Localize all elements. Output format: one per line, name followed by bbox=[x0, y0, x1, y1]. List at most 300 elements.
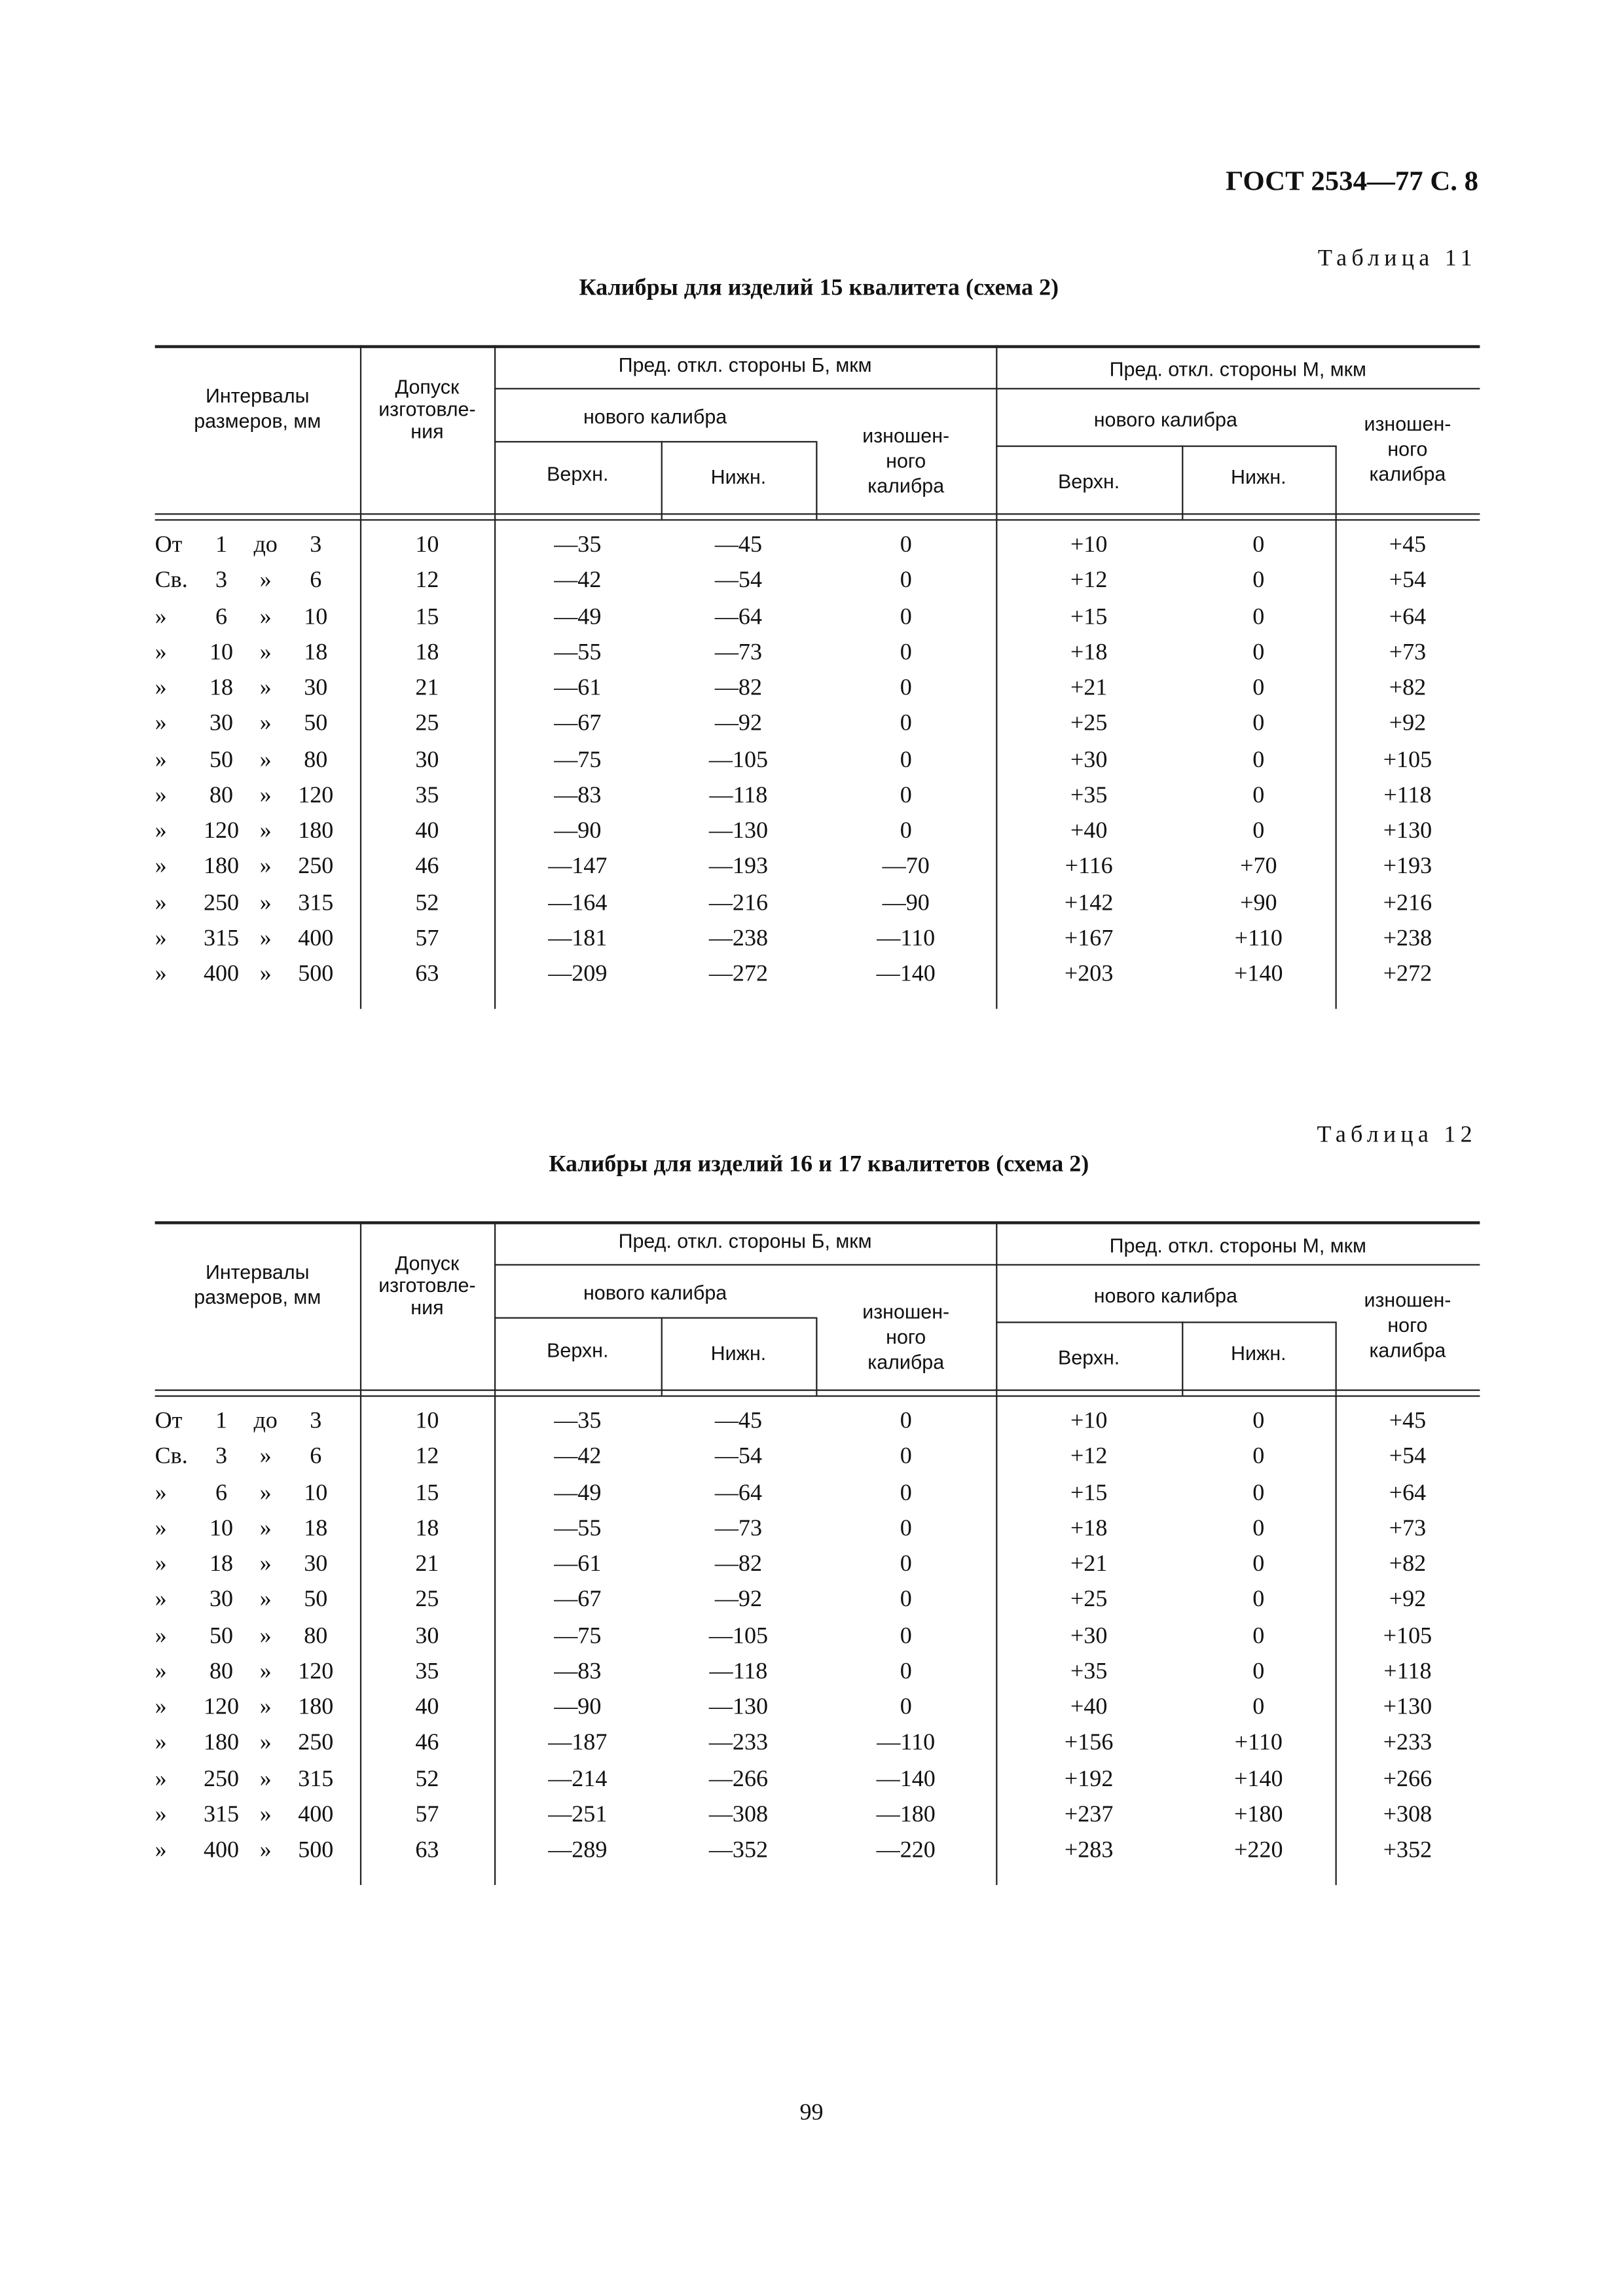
interval-prefix: » bbox=[155, 1587, 167, 1613]
interval-from: 30 bbox=[210, 711, 234, 737]
side-b-worn-cell: —110 bbox=[877, 1731, 936, 1756]
side-b-upper-cell: —55 bbox=[554, 639, 602, 665]
tolerance-header: ния bbox=[410, 1296, 444, 1319]
table-row bbox=[155, 1547, 1480, 1583]
side-m-lower-cell: +70 bbox=[1240, 854, 1277, 880]
side-b-worn-cell: 0 bbox=[900, 675, 912, 701]
tolerance-cell: 52 bbox=[415, 890, 439, 916]
worn-gauge-header: изношен- bbox=[862, 425, 950, 447]
side-m-header: Пред. откл. стороны М, мкм bbox=[1109, 358, 1366, 381]
interval-prefix: » bbox=[155, 1695, 167, 1720]
table-row bbox=[155, 1691, 1480, 1726]
tolerance-cell: 15 bbox=[415, 603, 439, 630]
new-gauge-header: нового калибра bbox=[1093, 1284, 1237, 1307]
table-row bbox=[155, 814, 1480, 850]
side-b-worn-cell: 0 bbox=[900, 603, 912, 630]
worn-gauge-header: калибра bbox=[867, 475, 945, 497]
interval-separator: » bbox=[259, 961, 272, 987]
tolerance-cell: 63 bbox=[415, 961, 439, 987]
interval-separator: » bbox=[259, 1837, 272, 1863]
side-b-lower-cell: —54 bbox=[714, 1444, 762, 1470]
side-m-worn-cell: +45 bbox=[1389, 532, 1427, 558]
interval-from: 3 bbox=[215, 1444, 228, 1470]
side-m-worn-cell: +216 bbox=[1383, 890, 1432, 916]
interval-from: 180 bbox=[203, 854, 240, 880]
interval-to: 315 bbox=[298, 1766, 334, 1791]
interval-to: 6 bbox=[310, 568, 322, 594]
tolerance-cell: 63 bbox=[415, 1837, 439, 1863]
interval-from: 315 bbox=[203, 925, 240, 952]
tolerance-cell: 35 bbox=[415, 783, 439, 808]
side-m-worn-cell: +308 bbox=[1383, 1802, 1432, 1827]
subgroup-rule-b bbox=[494, 1317, 816, 1318]
side-b-worn-cell: 0 bbox=[900, 639, 912, 665]
side-m-lower-cell: 0 bbox=[1252, 1659, 1265, 1685]
tolerance-cell: 57 bbox=[415, 1802, 439, 1827]
interval-prefix: » bbox=[155, 1731, 167, 1756]
side-b-lower-cell: —233 bbox=[708, 1731, 768, 1756]
side-m-upper-cell: +18 bbox=[1070, 639, 1108, 665]
side-b-worn-cell: —220 bbox=[876, 1837, 936, 1863]
interval-from: 10 bbox=[210, 1516, 234, 1541]
side-b-upper-cell: —61 bbox=[554, 1551, 602, 1577]
lower-header: Нижн. bbox=[1231, 466, 1286, 488]
interval-from: 250 bbox=[203, 890, 240, 916]
side-m-lower-cell: +220 bbox=[1234, 1837, 1283, 1863]
side-m-lower-cell: 0 bbox=[1252, 783, 1265, 808]
side-b-upper-cell: —90 bbox=[554, 818, 602, 844]
side-b-worn-cell: 0 bbox=[900, 1623, 912, 1649]
table-top-rule bbox=[155, 345, 1480, 348]
new-gauge-header: нового калибра bbox=[583, 405, 727, 428]
subgroup-rule-b bbox=[494, 441, 816, 442]
interval-from: 400 bbox=[203, 961, 240, 987]
side-b-upper-cell: —289 bbox=[548, 1837, 608, 1863]
side-m-worn-cell: +118 bbox=[1383, 783, 1432, 808]
side-m-lower-cell: +140 bbox=[1234, 961, 1283, 987]
side-m-lower-cell: 0 bbox=[1252, 1551, 1265, 1577]
interval-prefix: » bbox=[155, 1837, 167, 1863]
interval-prefix: » bbox=[155, 818, 167, 844]
side-b-upper-cell: —55 bbox=[554, 1516, 602, 1541]
side-m-upper-cell: +116 bbox=[1065, 854, 1113, 880]
interval-prefix: » bbox=[155, 925, 167, 952]
side-b-upper-cell: —61 bbox=[554, 675, 602, 701]
tolerance-cell: 21 bbox=[415, 1551, 439, 1577]
page-header: ГОСТ 2534—77 С. 8 bbox=[1226, 166, 1479, 198]
page-number: 99 bbox=[799, 2100, 824, 2126]
side-b-upper-cell: —83 bbox=[554, 783, 602, 808]
side-b-lower-cell: —45 bbox=[714, 532, 762, 558]
side-m-worn-cell: +130 bbox=[1383, 1695, 1432, 1720]
interval-prefix: » bbox=[155, 783, 167, 808]
interval-from: 18 bbox=[210, 1551, 234, 1577]
side-m-lower-cell: 0 bbox=[1252, 639, 1265, 665]
side-m-lower-cell: 0 bbox=[1252, 1623, 1265, 1649]
side-b-lower-cell: —130 bbox=[708, 818, 768, 844]
interval-separator: » bbox=[259, 1695, 272, 1720]
table-top-rule bbox=[155, 1221, 1480, 1225]
interval-to: 120 bbox=[298, 783, 334, 808]
table-row bbox=[155, 850, 1480, 886]
interval-separator: » bbox=[259, 890, 272, 916]
side-m-upper-cell: +156 bbox=[1064, 1731, 1114, 1756]
lower-header: Нижн. bbox=[710, 466, 767, 488]
table-number: Таблица 12 bbox=[1317, 1122, 1477, 1148]
upper-header: Верхн. bbox=[547, 463, 609, 486]
interval-separator: » bbox=[259, 1659, 272, 1685]
side-b-worn-cell: 0 bbox=[900, 1659, 912, 1685]
interval-from: 50 bbox=[210, 1623, 234, 1649]
side-b-upper-cell: —147 bbox=[548, 854, 608, 880]
interval-separator: » bbox=[259, 1516, 272, 1541]
table-row bbox=[155, 1511, 1480, 1547]
interval-from: 10 bbox=[210, 639, 234, 665]
side-m-lower-cell: 0 bbox=[1252, 603, 1265, 630]
interval-to: 3 bbox=[310, 532, 322, 558]
new-gauge-header: нового калибра bbox=[1093, 408, 1237, 431]
worn-gauge-header: ного bbox=[1387, 1314, 1428, 1336]
side-m-upper-cell: +18 bbox=[1070, 1516, 1108, 1541]
side-b-upper-cell: —214 bbox=[548, 1766, 608, 1791]
interval-to: 500 bbox=[298, 961, 334, 987]
side-m-worn-cell: +238 bbox=[1383, 925, 1432, 952]
side-b-worn-cell: 0 bbox=[900, 1408, 912, 1434]
interval-to: 10 bbox=[304, 603, 328, 630]
tolerance-cell: 30 bbox=[415, 747, 439, 772]
interval-separator: » bbox=[259, 675, 272, 701]
side-m-lower-cell: 0 bbox=[1252, 818, 1265, 844]
side-m-lower-cell: 0 bbox=[1252, 1408, 1265, 1434]
worn-gauge-header: ного bbox=[1387, 438, 1428, 461]
tolerance-cell: 46 bbox=[415, 1731, 439, 1756]
interval-separator: » bbox=[259, 854, 272, 880]
side-b-lower-cell: —266 bbox=[708, 1766, 768, 1791]
interval-prefix: » bbox=[155, 675, 167, 701]
tolerance-cell: 21 bbox=[415, 675, 439, 701]
tolerance-header: Допуск bbox=[395, 1252, 460, 1275]
side-b-upper-cell: —209 bbox=[548, 961, 608, 987]
tolerance-cell: 46 bbox=[415, 854, 439, 880]
side-m-upper-cell: +25 bbox=[1070, 711, 1108, 737]
side-b-lower-cell: —82 bbox=[714, 1551, 762, 1577]
tolerance-header: изготовле- bbox=[378, 398, 476, 421]
interval-separator: » bbox=[259, 818, 272, 844]
side-m-lower-cell: +110 bbox=[1234, 1731, 1283, 1756]
worn-gauge-header: ного bbox=[886, 1325, 926, 1348]
side-b-worn-cell: 0 bbox=[900, 568, 912, 594]
side-m-worn-cell: +193 bbox=[1383, 854, 1432, 880]
interval-from: 18 bbox=[210, 675, 234, 701]
side-m-upper-cell: +237 bbox=[1064, 1802, 1114, 1827]
table-row bbox=[155, 1798, 1480, 1833]
table-row bbox=[155, 1476, 1480, 1511]
side-b-upper-cell: —181 bbox=[548, 925, 608, 952]
side-m-worn-cell: +266 bbox=[1383, 1766, 1432, 1791]
side-m-lower-cell: 0 bbox=[1252, 1516, 1265, 1541]
side-b-upper-cell: —83 bbox=[554, 1659, 602, 1685]
interval-from: 80 bbox=[210, 1659, 234, 1685]
side-b-worn-cell: —140 bbox=[876, 1766, 936, 1791]
interval-to: 120 bbox=[298, 1659, 334, 1685]
subgroup-rule-m bbox=[996, 1321, 1335, 1323]
interval-separator: » bbox=[259, 1623, 272, 1649]
side-m-worn-cell: +54 bbox=[1389, 1444, 1427, 1470]
interval-from: 6 bbox=[215, 603, 228, 630]
tolerance-header: Допуск bbox=[395, 376, 460, 399]
header-rule-lower bbox=[155, 1395, 1480, 1397]
side-m-upper-cell: +142 bbox=[1064, 890, 1114, 916]
side-b-lower-cell: —238 bbox=[708, 925, 768, 952]
side-b-lower-cell: —118 bbox=[709, 1659, 768, 1685]
side-m-upper-cell: +10 bbox=[1070, 532, 1108, 558]
worn-gauge-header: ного bbox=[886, 450, 926, 473]
side-b-worn-cell: 0 bbox=[900, 1551, 912, 1577]
side-m-upper-cell: +30 bbox=[1070, 1623, 1108, 1649]
interval-to: 80 bbox=[304, 747, 328, 772]
interval-to: 10 bbox=[304, 1480, 328, 1505]
lower-header: Нижн. bbox=[1231, 1342, 1286, 1365]
interval-prefix: » bbox=[155, 1516, 167, 1541]
side-m-lower-cell: +140 bbox=[1234, 1766, 1283, 1791]
interval-prefix: » bbox=[155, 1659, 167, 1685]
interval-to: 250 bbox=[298, 1731, 334, 1756]
side-b-worn-cell: 0 bbox=[900, 1480, 912, 1505]
interval-from: 315 bbox=[203, 1802, 240, 1827]
side-m-upper-cell: +25 bbox=[1070, 1587, 1108, 1613]
table-row bbox=[155, 1726, 1480, 1761]
side-m-upper-cell: +35 bbox=[1070, 1659, 1108, 1685]
table-row bbox=[155, 671, 1480, 706]
table-row bbox=[155, 743, 1480, 778]
table-row bbox=[155, 1440, 1480, 1475]
group-header-rule bbox=[494, 388, 1480, 389]
worn-gauge-header: изношен- bbox=[1364, 413, 1451, 435]
interval-from: 1 bbox=[215, 532, 228, 558]
side-m-worn-cell: +82 bbox=[1389, 1551, 1427, 1577]
table-row bbox=[155, 528, 1480, 564]
side-b-lower-cell: —82 bbox=[714, 675, 762, 701]
side-m-lower-cell: 0 bbox=[1252, 1587, 1265, 1613]
interval-to: 180 bbox=[298, 1695, 334, 1720]
new-gauge-header: нового калибра bbox=[583, 1282, 727, 1304]
side-b-lower-cell: —92 bbox=[714, 711, 762, 737]
table-row bbox=[155, 707, 1480, 742]
side-b-upper-cell: —251 bbox=[548, 1802, 608, 1827]
side-m-upper-cell: +15 bbox=[1070, 1480, 1108, 1505]
interval-separator: до bbox=[253, 532, 278, 558]
side-b-lower-cell: —105 bbox=[708, 1623, 768, 1649]
side-b-lower-cell: —54 bbox=[714, 568, 762, 594]
table-row bbox=[155, 1404, 1480, 1439]
side-b-upper-cell: —49 bbox=[554, 1480, 602, 1505]
side-b-worn-cell: —140 bbox=[876, 961, 936, 987]
interval-header: Интервалы bbox=[205, 1261, 310, 1283]
interval-to: 18 bbox=[304, 1516, 328, 1541]
side-m-worn-cell: +45 bbox=[1389, 1408, 1427, 1434]
tolerance-cell: 18 bbox=[415, 639, 439, 665]
side-m-lower-cell: +90 bbox=[1240, 890, 1277, 916]
side-b-upper-cell: —67 bbox=[554, 1587, 602, 1613]
data-table bbox=[155, 345, 1480, 1009]
side-m-upper-cell: +203 bbox=[1064, 961, 1114, 987]
side-b-worn-cell: 0 bbox=[900, 783, 912, 808]
side-b-lower-cell: —118 bbox=[709, 783, 768, 808]
side-m-worn-cell: +92 bbox=[1389, 711, 1427, 737]
interval-prefix: » bbox=[155, 890, 167, 916]
side-m-upper-cell: +30 bbox=[1070, 747, 1108, 772]
side-m-lower-cell: 0 bbox=[1252, 568, 1265, 594]
interval-to: 315 bbox=[298, 890, 334, 916]
side-m-worn-cell: +82 bbox=[1389, 675, 1427, 701]
tolerance-cell: 40 bbox=[415, 818, 439, 844]
interval-prefix: От bbox=[155, 1408, 183, 1434]
side-b-lower-cell: —352 bbox=[708, 1837, 768, 1863]
side-m-worn-cell: +352 bbox=[1383, 1837, 1432, 1863]
side-b-lower-cell: —73 bbox=[714, 639, 762, 665]
table-row bbox=[155, 636, 1480, 671]
interval-prefix: » bbox=[155, 1480, 167, 1505]
worn-gauge-header: калибра bbox=[1369, 463, 1446, 486]
header-rule-lower bbox=[155, 519, 1480, 520]
side-b-upper-cell: —35 bbox=[554, 1408, 602, 1434]
table-number: Таблица 11 bbox=[1317, 246, 1477, 272]
tolerance-header: изготовле- bbox=[378, 1274, 476, 1297]
side-b-lower-cell: —105 bbox=[708, 747, 768, 772]
interval-separator: » bbox=[259, 1551, 272, 1577]
side-m-lower-cell: +110 bbox=[1234, 925, 1283, 952]
table-row bbox=[155, 1762, 1480, 1797]
side-b-upper-cell: —67 bbox=[554, 711, 602, 737]
side-m-worn-cell: +92 bbox=[1389, 1587, 1427, 1613]
side-b-lower-cell: —272 bbox=[708, 961, 768, 987]
side-b-lower-cell: —92 bbox=[714, 1587, 762, 1613]
table-row bbox=[155, 886, 1480, 921]
interval-to: 50 bbox=[304, 711, 328, 737]
table-row bbox=[155, 1833, 1480, 1869]
side-b-upper-cell: —49 bbox=[554, 603, 602, 630]
tolerance-cell: 10 bbox=[415, 1408, 439, 1434]
interval-separator: » bbox=[259, 1587, 272, 1613]
side-b-worn-cell: 0 bbox=[900, 532, 912, 558]
interval-separator: до bbox=[253, 1408, 278, 1434]
table-row bbox=[155, 958, 1480, 993]
side-m-upper-cell: +12 bbox=[1070, 568, 1108, 594]
lower-header: Нижн. bbox=[710, 1342, 767, 1365]
side-b-lower-cell: —64 bbox=[714, 1480, 762, 1505]
interval-separator: » bbox=[259, 1766, 272, 1791]
interval-to: 50 bbox=[304, 1587, 328, 1613]
tolerance-cell: 30 bbox=[415, 1623, 439, 1649]
interval-separator: » bbox=[259, 603, 272, 630]
side-m-header: Пред. откл. стороны М, мкм bbox=[1109, 1234, 1366, 1257]
side-m-lower-cell: 0 bbox=[1252, 711, 1265, 737]
tolerance-cell: 25 bbox=[415, 1587, 439, 1613]
side-b-upper-cell: —75 bbox=[554, 747, 602, 772]
worn-gauge-header: изношен- bbox=[1364, 1289, 1451, 1312]
interval-prefix: » bbox=[155, 1551, 167, 1577]
interval-prefix: » bbox=[155, 854, 167, 880]
interval-to: 3 bbox=[310, 1408, 322, 1434]
side-m-worn-cell: +233 bbox=[1383, 1731, 1432, 1756]
side-m-worn-cell: +54 bbox=[1389, 568, 1427, 594]
data-table bbox=[155, 1221, 1480, 1885]
side-m-worn-cell: +130 bbox=[1383, 818, 1432, 844]
side-m-upper-cell: +283 bbox=[1064, 1837, 1114, 1863]
interval-prefix: » bbox=[155, 711, 167, 737]
upper-header: Верхн. bbox=[1058, 470, 1120, 493]
side-m-worn-cell: +64 bbox=[1389, 603, 1427, 630]
side-m-upper-cell: +192 bbox=[1064, 1766, 1114, 1791]
side-m-upper-cell: +167 bbox=[1064, 925, 1114, 952]
table-title: Калибры для изделий 15 квалитета (схема 2) bbox=[579, 276, 1059, 301]
side-b-worn-cell: 0 bbox=[900, 1695, 912, 1720]
tolerance-cell: 10 bbox=[415, 532, 439, 558]
interval-to: 250 bbox=[298, 854, 334, 880]
interval-prefix: » bbox=[155, 1802, 167, 1827]
interval-separator: » bbox=[259, 747, 272, 772]
side-b-worn-cell: 0 bbox=[900, 747, 912, 772]
table-row bbox=[155, 1655, 1480, 1690]
table-row bbox=[155, 600, 1480, 635]
side-m-lower-cell: +180 bbox=[1234, 1802, 1283, 1827]
tolerance-cell: 15 bbox=[415, 1480, 439, 1505]
side-b-upper-cell: —42 bbox=[554, 1444, 602, 1470]
side-b-lower-cell: —216 bbox=[708, 890, 768, 916]
interval-from: 50 bbox=[210, 747, 234, 772]
side-b-header: Пред. откл. стороны Б, мкм bbox=[618, 1230, 872, 1253]
side-b-lower-cell: —193 bbox=[708, 854, 768, 880]
side-m-lower-cell: 0 bbox=[1252, 675, 1265, 701]
interval-header: Интервалы bbox=[205, 385, 310, 407]
tolerance-cell: 40 bbox=[415, 1695, 439, 1720]
interval-separator: » bbox=[259, 925, 272, 952]
interval-prefix: Св. bbox=[155, 1444, 188, 1470]
table-row bbox=[155, 1619, 1480, 1654]
side-m-upper-cell: +12 bbox=[1070, 1444, 1108, 1470]
table-row bbox=[155, 922, 1480, 957]
side-m-upper-cell: +40 bbox=[1070, 1695, 1108, 1720]
side-b-upper-cell: —164 bbox=[548, 890, 608, 916]
side-b-lower-cell: —308 bbox=[708, 1802, 768, 1827]
side-m-worn-cell: +105 bbox=[1383, 1623, 1432, 1649]
interval-from: 250 bbox=[203, 1766, 240, 1791]
side-m-lower-cell: 0 bbox=[1252, 1480, 1265, 1505]
side-m-worn-cell: +73 bbox=[1389, 1516, 1427, 1541]
worn-gauge-header: калибра bbox=[1369, 1339, 1446, 1362]
side-b-header: Пред. откл. стороны Б, мкм bbox=[618, 353, 872, 376]
side-b-lower-cell: —130 bbox=[708, 1695, 768, 1720]
side-m-worn-cell: +105 bbox=[1383, 747, 1432, 772]
interval-from: 3 bbox=[215, 568, 228, 594]
interval-to: 80 bbox=[304, 1623, 328, 1649]
side-m-worn-cell: +64 bbox=[1389, 1480, 1427, 1505]
interval-prefix: » bbox=[155, 639, 167, 665]
interval-separator: » bbox=[259, 783, 272, 808]
table-row bbox=[155, 1583, 1480, 1619]
tolerance-cell: 25 bbox=[415, 711, 439, 737]
side-b-upper-cell: —75 bbox=[554, 1623, 602, 1649]
side-m-worn-cell: +118 bbox=[1383, 1659, 1432, 1685]
tolerance-cell: 18 bbox=[415, 1516, 439, 1541]
side-b-worn-cell: 0 bbox=[900, 818, 912, 844]
tolerance-cell: 52 bbox=[415, 1766, 439, 1791]
side-m-lower-cell: 0 bbox=[1252, 1695, 1265, 1720]
side-b-worn-cell: 0 bbox=[900, 1587, 912, 1613]
interval-to: 30 bbox=[304, 675, 328, 701]
interval-header: размеров, мм bbox=[194, 1286, 321, 1308]
subgroup-rule-m bbox=[996, 446, 1335, 447]
